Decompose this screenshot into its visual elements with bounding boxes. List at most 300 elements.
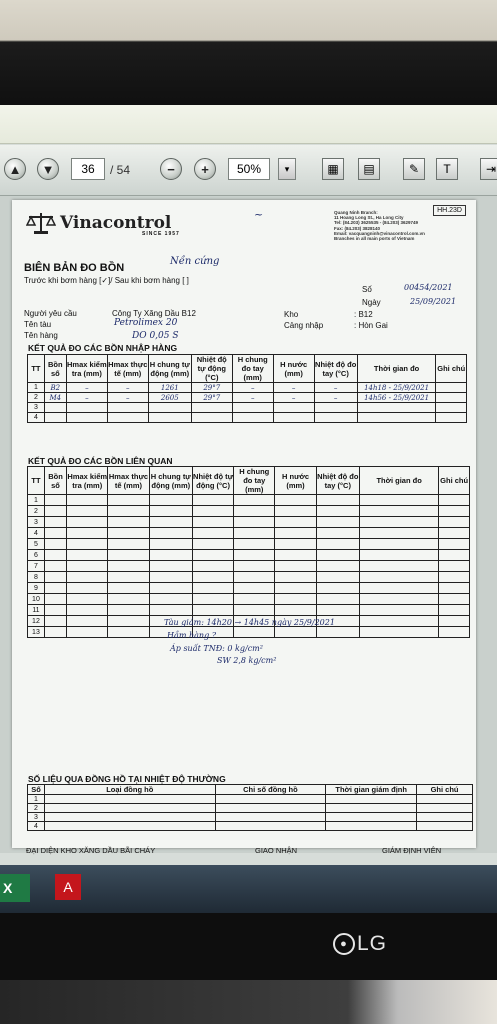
table-cell	[275, 627, 316, 638]
table-cell: –	[66, 383, 107, 393]
table-cell	[67, 539, 108, 550]
table-cell	[67, 583, 108, 594]
table-cell	[439, 627, 470, 638]
table-cell	[326, 822, 417, 831]
table-cell: 14h18 - 25/9/2021	[357, 383, 436, 393]
table-cell	[108, 539, 149, 550]
table-cell	[108, 572, 149, 583]
table-row	[28, 605, 470, 616]
column-header: Thời gian đo	[357, 355, 436, 383]
table-cell: 1261	[148, 383, 191, 393]
table-cell	[44, 583, 66, 594]
table-cell: M4	[44, 393, 66, 403]
table-cell	[326, 804, 417, 813]
excel-icon[interactable]: X	[0, 874, 30, 902]
table-cell	[108, 495, 149, 506]
table-cell	[192, 605, 233, 616]
table-cell	[44, 539, 66, 550]
table-cell: –	[107, 393, 148, 403]
scale-icon	[26, 211, 56, 235]
table-cell	[108, 528, 149, 539]
table-cell	[439, 539, 470, 550]
table-cell	[67, 517, 108, 528]
table-cell	[67, 605, 108, 616]
table-row	[28, 383, 467, 393]
table-cell	[44, 403, 66, 413]
table-cell	[439, 594, 470, 605]
column-header: Hmax thực tế (mm)	[108, 467, 149, 495]
table-cell	[44, 605, 66, 616]
fit-page-icon[interactable]: ▦	[322, 158, 344, 180]
table-cell	[326, 813, 417, 822]
table-cell	[215, 804, 326, 813]
table-row	[28, 822, 473, 831]
table-cell	[108, 583, 149, 594]
handwritten-note: Hầm hàng ?	[167, 631, 217, 640]
zoom-out-button[interactable]: −	[160, 158, 182, 180]
table-cell	[359, 539, 438, 550]
lg-face-icon: ●	[333, 933, 355, 955]
table-row	[28, 539, 470, 550]
column-header: Loại đồng hồ	[44, 785, 215, 795]
table-cell	[234, 627, 275, 638]
ngay-label: Ngày	[362, 298, 381, 307]
table-cell	[108, 605, 149, 616]
table-cell	[66, 403, 107, 413]
table-cell: 5	[28, 539, 45, 550]
zoom-in-button[interactable]: +	[194, 158, 216, 180]
table-cell	[359, 528, 438, 539]
table-cell	[215, 822, 326, 831]
table-cell	[275, 495, 316, 506]
table-cell	[192, 561, 233, 572]
form-code: HH.23D	[433, 205, 466, 216]
section-import-tanks: KẾT QUẢ ĐO CÁC BỒN NHẬP HÀNG	[28, 343, 178, 353]
table-cell	[234, 528, 275, 539]
handwritten-note: Áp suất TNĐ: 0 kg/cm²	[170, 644, 263, 653]
table-cell	[108, 550, 149, 561]
table-cell: 4	[28, 822, 45, 831]
table-cell	[67, 506, 108, 517]
table-cell	[275, 594, 316, 605]
column-header: H nước (mm)	[275, 467, 316, 495]
table-cell	[436, 413, 467, 423]
table-row	[28, 403, 467, 413]
table-cell	[108, 517, 149, 528]
table-cell: B2	[44, 383, 66, 393]
screen	[0, 105, 497, 913]
table-cell	[316, 495, 359, 506]
table-cell	[149, 550, 192, 561]
table-cell	[44, 495, 66, 506]
logo-text: Vinacontrol	[60, 213, 172, 233]
table-cell: –	[232, 383, 273, 393]
table-cell	[149, 539, 192, 550]
table-cell	[316, 550, 359, 561]
table-cell: 9	[28, 583, 45, 594]
table-cell	[44, 804, 215, 813]
table-row	[28, 583, 470, 594]
branch-info	[334, 210, 474, 241]
table-cell	[44, 813, 215, 822]
ship-value: Petrolimex 20	[114, 318, 178, 328]
column-header: H nước (mm)	[273, 355, 314, 383]
fit-width-icon[interactable]: ▤	[358, 158, 380, 180]
goods-value: DO 0,05 S	[132, 331, 179, 341]
table-cell	[234, 572, 275, 583]
table-cell	[275, 506, 316, 517]
table-cell	[439, 572, 470, 583]
table-cell	[359, 561, 438, 572]
column-header: Bồn số	[44, 355, 66, 383]
table-cell	[316, 594, 359, 605]
table-cell	[359, 627, 438, 638]
table-cell	[234, 506, 275, 517]
table-cell	[273, 413, 314, 423]
meter-table	[27, 784, 473, 831]
column-header: Hmax kiểm tra (mm)	[66, 355, 107, 383]
comment-button[interactable]: ✎	[403, 158, 425, 180]
table-row	[28, 413, 467, 423]
related-tanks-table	[27, 466, 470, 638]
arrow-down-icon[interactable]: ▼	[37, 158, 59, 180]
table-cell	[439, 605, 470, 616]
import-tanks-table	[27, 354, 467, 423]
table-cell	[149, 506, 192, 517]
table-cell	[316, 528, 359, 539]
table-cell	[359, 594, 438, 605]
table-cell	[314, 403, 357, 413]
column-header: Hmax kiểm tra (mm)	[67, 467, 108, 495]
table-cell	[275, 605, 316, 616]
table-cell	[67, 561, 108, 572]
requester-value: Công Ty Xăng Dầu B12	[112, 309, 196, 318]
table-cell	[234, 495, 275, 506]
table-cell	[417, 804, 473, 813]
table-cell	[66, 413, 107, 423]
table-cell	[417, 813, 473, 822]
column-header: Ghi chú	[436, 355, 467, 383]
document-viewport[interactable]	[0, 196, 497, 853]
column-header: Nhiệt độ đo tay (°C)	[316, 467, 359, 495]
table-cell	[44, 572, 66, 583]
table-cell	[439, 528, 470, 539]
column-header: TT	[28, 355, 45, 383]
branch-line: 11 Hoang Long St., Ha Long City	[334, 215, 404, 221]
table-cell	[359, 616, 438, 627]
table-cell: 1	[28, 795, 45, 804]
table-cell: 3	[28, 403, 45, 413]
table-cell	[275, 561, 316, 572]
table-cell	[149, 605, 192, 616]
column-header: Nhiệt độ tự động (°C)	[192, 467, 233, 495]
table-cell	[215, 813, 326, 822]
table-cell	[316, 605, 359, 616]
table-cell	[417, 795, 473, 804]
pdf-icon[interactable]: A	[55, 874, 81, 900]
document-page	[12, 200, 476, 855]
brand-text: LG	[357, 932, 388, 955]
table-cell	[192, 517, 233, 528]
table-cell	[192, 583, 233, 594]
table-cell	[67, 594, 108, 605]
table-cell	[44, 594, 66, 605]
column-header: Bồn số	[44, 467, 66, 495]
table-cell	[44, 413, 66, 423]
table-cell	[191, 403, 232, 413]
table-cell	[149, 583, 192, 594]
table-cell	[275, 517, 316, 528]
handwritten-mark: ~	[254, 208, 264, 221]
table-cell: 11	[28, 605, 45, 616]
goods-label: Tên hàng	[24, 331, 58, 340]
table-cell: 1	[28, 383, 45, 393]
table-cell	[44, 616, 66, 627]
table-cell: 4	[28, 413, 45, 423]
table-cell	[108, 616, 149, 627]
table-row	[28, 393, 467, 403]
table-cell	[108, 594, 149, 605]
table-cell	[148, 403, 191, 413]
table-cell	[439, 517, 470, 528]
sign-label-inspector: GIÁM ĐỊNH VIÊN	[382, 846, 442, 855]
table-cell	[326, 795, 417, 804]
column-header: Nhiệt độ tự động (°C)	[191, 355, 232, 383]
section-related-tanks: KẾT QUẢ ĐO CÁC BỒN LIÊN QUAN	[28, 456, 173, 466]
table-cell	[149, 594, 192, 605]
table-cell	[192, 550, 233, 561]
column-header: TT	[28, 467, 45, 495]
desk	[0, 980, 497, 1024]
table-cell	[234, 561, 275, 572]
table-cell	[44, 795, 215, 804]
table-cell: –	[273, 393, 314, 403]
table-row	[28, 517, 470, 528]
table-cell	[275, 539, 316, 550]
sign-label-depot: ĐẠI DIỆN KHO XĂNG DẦU BÃI CHÁY	[26, 846, 156, 855]
table-cell	[357, 413, 436, 423]
table-cell	[234, 539, 275, 550]
table-cell	[316, 583, 359, 594]
table-cell: –	[273, 383, 314, 393]
table-cell	[314, 413, 357, 423]
table-cell	[357, 403, 436, 413]
table-row	[28, 627, 470, 638]
table-row	[28, 550, 470, 561]
table-cell	[439, 561, 470, 572]
table-cell	[149, 517, 192, 528]
so-value: 00454/2021	[404, 283, 453, 292]
sign-button[interactable]: T	[436, 158, 458, 180]
table-cell	[192, 594, 233, 605]
table-cell	[192, 528, 233, 539]
table-cell: 13	[28, 627, 45, 638]
table-cell	[44, 822, 215, 831]
table-cell: –	[232, 393, 273, 403]
branch-line: Tel: (84.203) 3625535 - (84.203) 3629749	[334, 220, 418, 226]
pdf-toolbar	[0, 145, 497, 196]
table-cell: 2605	[148, 393, 191, 403]
ship-label: Tên tàu	[24, 320, 52, 329]
table-cell	[273, 403, 314, 413]
table-cell: 2	[28, 393, 45, 403]
column-header: Thời gian giám định	[326, 785, 417, 795]
background-wall	[0, 0, 497, 100]
port-label: Cảng nhập	[284, 321, 324, 330]
port-value: : Hòn Gai	[354, 321, 388, 330]
table-row	[28, 495, 470, 506]
table-cell	[191, 413, 232, 423]
table-row	[28, 572, 470, 583]
column-header: Hmax thực tế (mm)	[107, 355, 148, 383]
table-cell: 2	[28, 506, 45, 517]
branch-line: Quang Ninh Branch:	[334, 210, 378, 215]
table-cell: 29°7	[191, 393, 232, 403]
title-handwriting: Nền cứng	[170, 256, 220, 267]
table-cell	[149, 528, 192, 539]
table-cell	[232, 403, 273, 413]
table-cell: 10	[28, 594, 45, 605]
column-header: Số	[28, 785, 45, 795]
table-cell	[67, 616, 108, 627]
table-cell	[316, 572, 359, 583]
table-cell	[67, 528, 108, 539]
zoom-input[interactable]: 50%	[228, 158, 270, 180]
table-cell: 4	[28, 528, 45, 539]
column-header: Ghi chú	[417, 785, 473, 795]
table-cell	[439, 495, 470, 506]
table-cell: 3	[28, 517, 45, 528]
table-cell	[439, 583, 470, 594]
table-row	[28, 804, 473, 813]
lg-logo	[333, 932, 387, 956]
ngay-value: 25/09/2021	[410, 297, 457, 306]
kho-label: Kho	[284, 310, 299, 319]
since-label: SINCE 1957	[142, 231, 180, 237]
table-cell	[439, 506, 470, 517]
handwritten-note: SW 2,8 kg/cm²	[217, 656, 277, 665]
table-cell	[192, 495, 233, 506]
table-cell	[417, 822, 473, 831]
table-cell	[316, 506, 359, 517]
table-cell	[149, 561, 192, 572]
table-cell	[108, 561, 149, 572]
table-cell	[234, 550, 275, 561]
table-cell: 6	[28, 550, 45, 561]
table-cell	[359, 583, 438, 594]
table-cell	[436, 383, 467, 393]
table-cell	[192, 572, 233, 583]
more-tools-icon[interactable]: ⇥	[480, 158, 497, 180]
table-cell: 2	[28, 804, 45, 813]
table-cell	[44, 550, 66, 561]
column-header: H chung tự động (mm)	[149, 467, 192, 495]
table-cell: 14h56 - 25/9/2021	[357, 393, 436, 403]
table-cell	[44, 627, 66, 638]
column-header: Chỉ số đồng hồ	[215, 785, 326, 795]
requester-label: Người yêu cầu	[24, 309, 77, 318]
table-cell	[108, 627, 149, 638]
kho-value: : B12	[354, 310, 373, 319]
page-number-input[interactable]: 36	[71, 158, 105, 180]
app-banner	[0, 105, 497, 144]
table-row	[28, 594, 470, 605]
table-cell: –	[314, 383, 357, 393]
table-cell	[44, 517, 66, 528]
page-title: BIÊN BẢN ĐO BỒN	[24, 262, 125, 274]
so-label: Số	[362, 285, 372, 294]
table-cell: –	[66, 393, 107, 403]
table-cell	[234, 583, 275, 594]
table-cell	[234, 594, 275, 605]
table-cell	[215, 795, 326, 804]
column-header: Ghi chú	[439, 467, 470, 495]
table-cell	[316, 561, 359, 572]
table-row	[28, 506, 470, 517]
table-cell: 29°7	[191, 383, 232, 393]
table-cell	[275, 572, 316, 583]
table-row	[28, 795, 473, 804]
table-cell	[234, 605, 275, 616]
branch-line: Branches in all main ports of Vietnam	[334, 236, 415, 242]
table-cell	[149, 572, 192, 583]
handwritten-note: Tàu giám: 14h20 → 14h45 ngày 25/9/2021	[164, 618, 335, 627]
table-cell	[67, 572, 108, 583]
table-cell	[192, 506, 233, 517]
pumping-status: Trước khi bơm hàng [✓]/ Sau khi bơm hàng [ ]	[24, 276, 189, 285]
table-cell	[275, 583, 316, 594]
table-cell	[439, 616, 470, 627]
table-cell	[44, 561, 66, 572]
arrow-up-icon[interactable]: ▲	[4, 158, 26, 180]
column-header: Nhiệt độ đo tay (°C)	[314, 355, 357, 383]
table-cell	[359, 605, 438, 616]
branch-line: Email: vacquangninh@vinacontrol.com.vn	[334, 230, 425, 236]
table-cell	[359, 506, 438, 517]
table-cell	[234, 517, 275, 528]
table-cell	[316, 517, 359, 528]
table-cell	[148, 413, 191, 423]
table-row	[28, 561, 470, 572]
column-header: H chung đo tay (mm)	[234, 467, 275, 495]
branch-line: Fax: (84.203) 3828140	[334, 225, 381, 231]
table-cell: 1	[28, 495, 45, 506]
column-header: Thời gian đo	[359, 467, 438, 495]
table-cell	[316, 627, 359, 638]
table-cell	[192, 539, 233, 550]
table-cell	[44, 528, 66, 539]
sign-label-delivery: GIAO NHẬN	[255, 846, 298, 855]
page-total: / 54	[110, 163, 131, 177]
table-cell	[107, 413, 148, 423]
column-header: H chung đo tay (mm)	[232, 355, 273, 383]
table-cell	[359, 517, 438, 528]
table-cell	[275, 550, 316, 561]
table-cell	[108, 506, 149, 517]
table-cell: 7	[28, 561, 45, 572]
table-cell	[149, 495, 192, 506]
table-cell: 8	[28, 572, 45, 583]
table-cell	[359, 572, 438, 583]
table-cell: –	[107, 383, 148, 393]
table-cell	[436, 403, 467, 413]
table-cell	[436, 393, 467, 403]
table-cell	[232, 413, 273, 423]
column-header: H chung tự động (mm)	[148, 355, 191, 383]
zoom-dropdown-button[interactable]: ▾	[278, 158, 296, 180]
section-meter-readings: SỐ LIỆU QUA ĐỒNG HỒ TẠI NHIỆT ĐỘ THƯỜNG	[28, 774, 226, 784]
table-cell: 12	[28, 616, 45, 627]
